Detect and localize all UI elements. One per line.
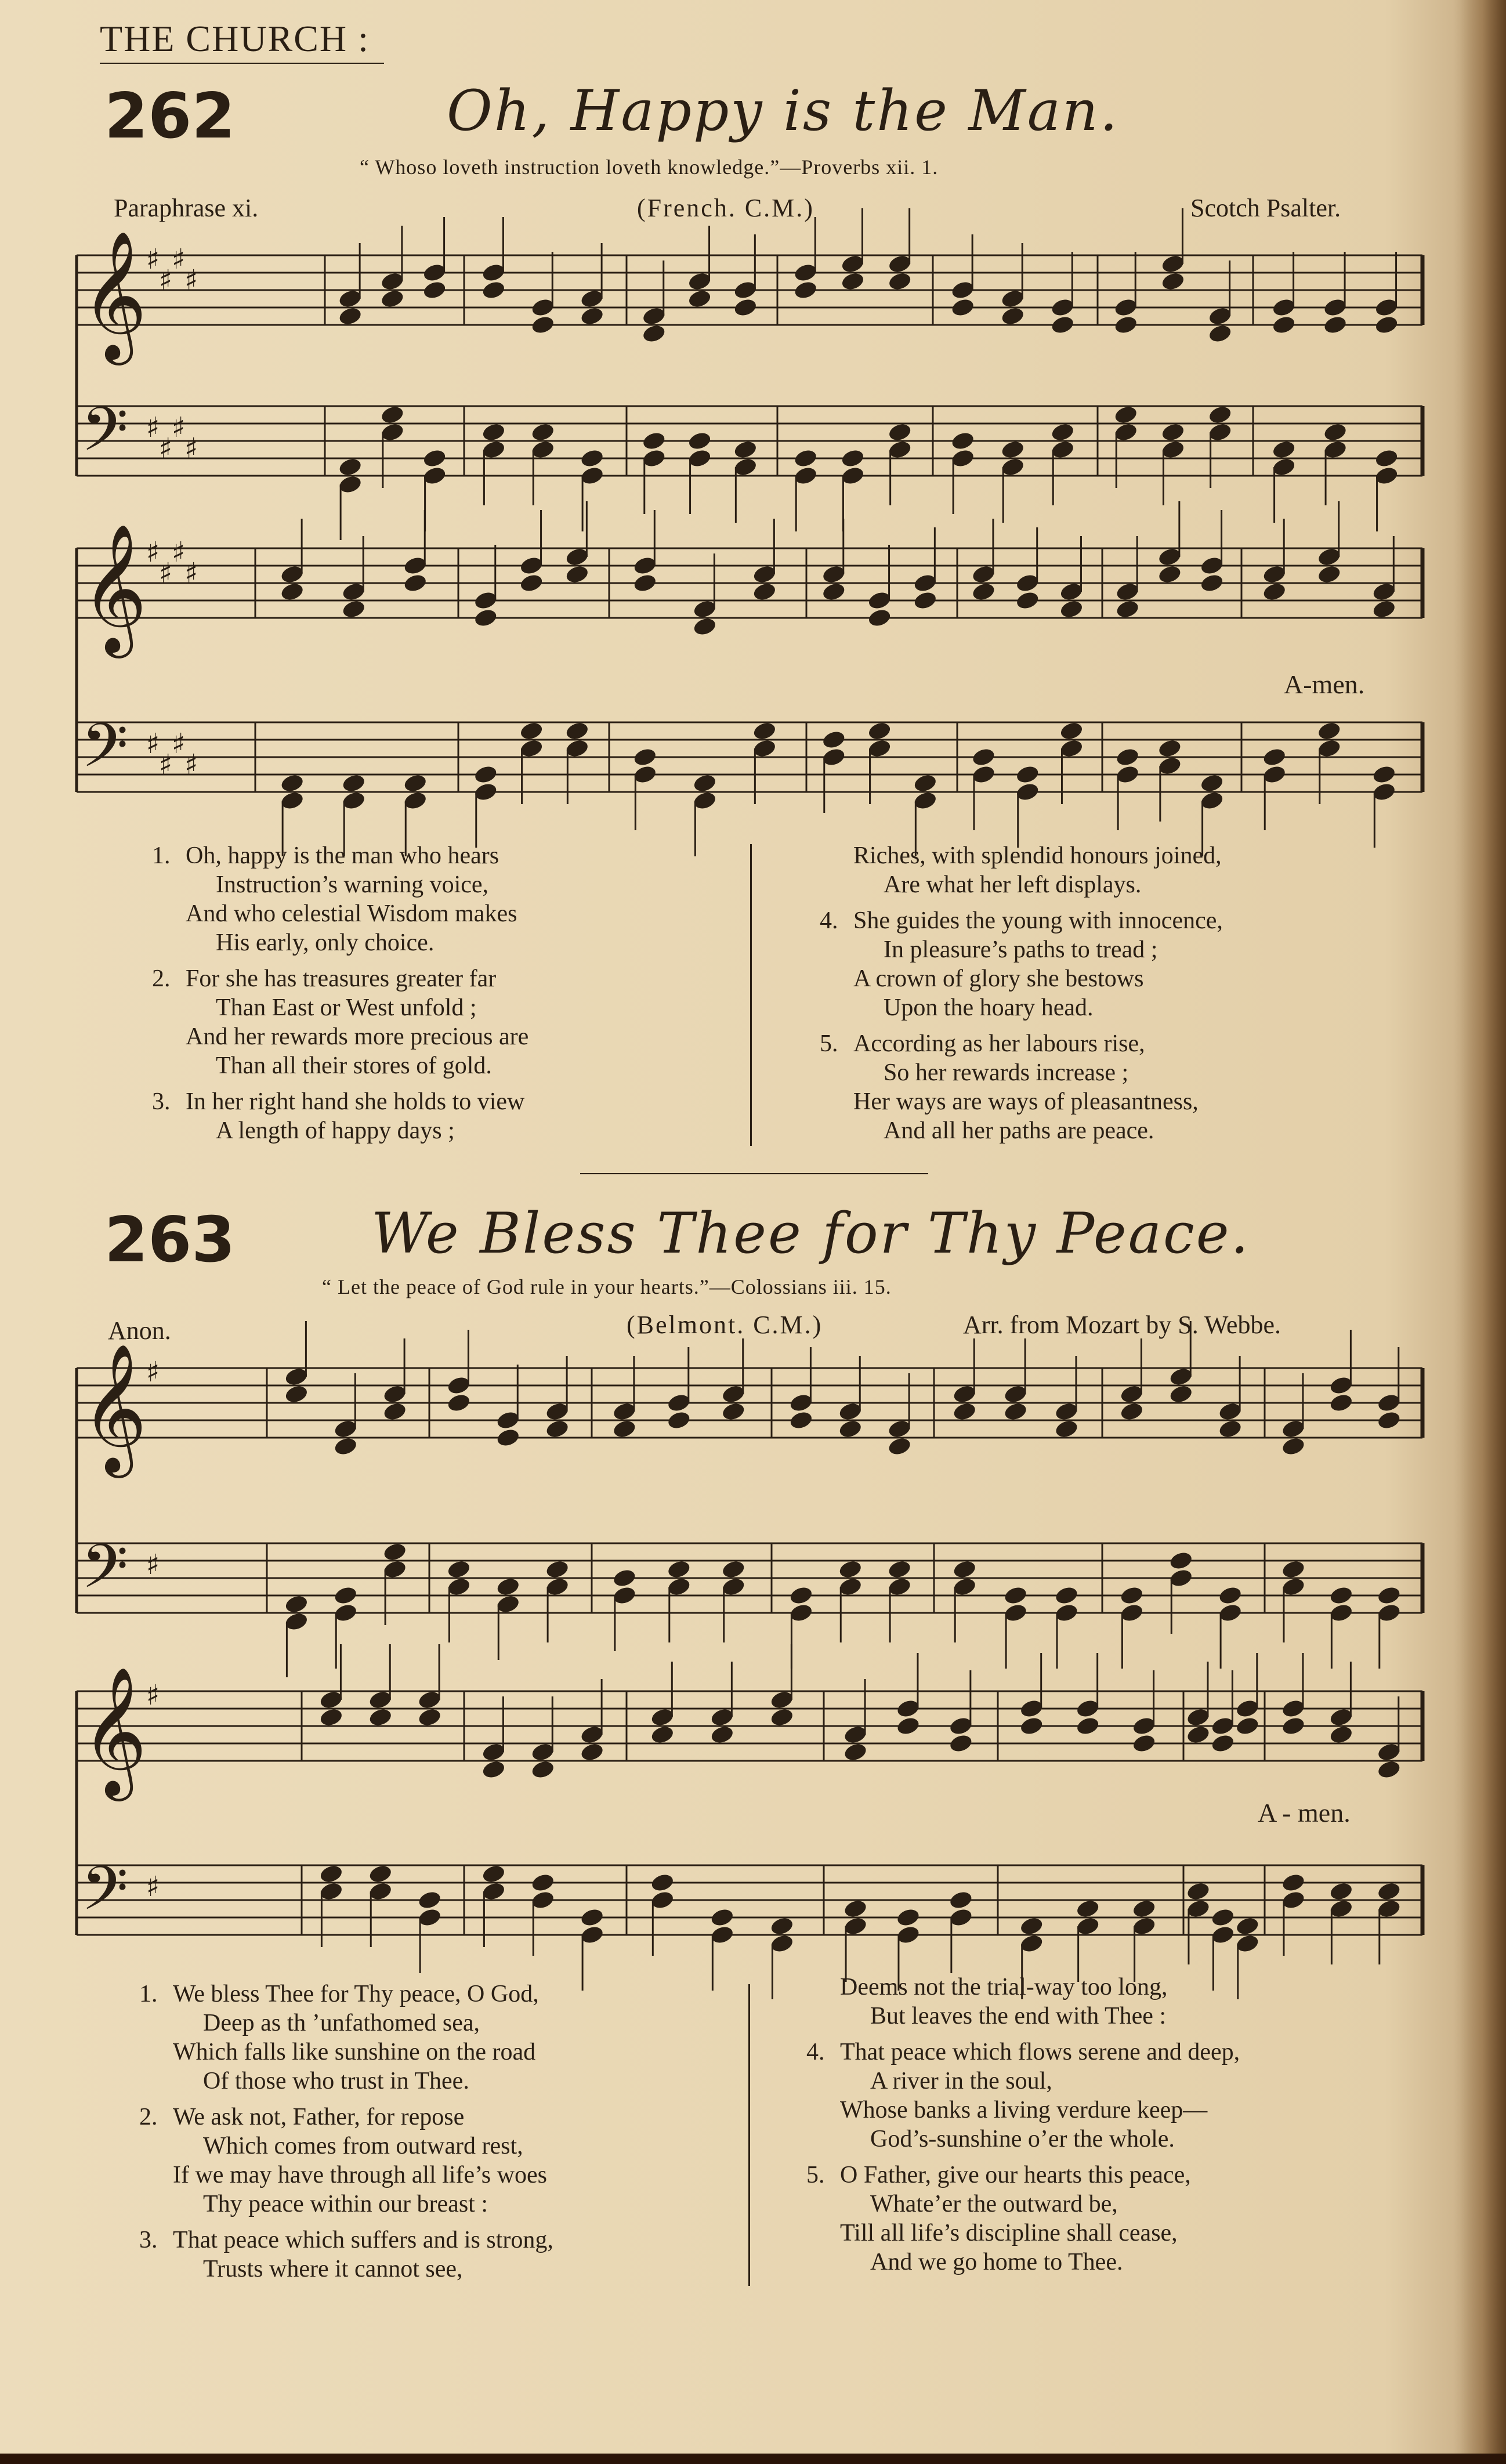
note-head <box>422 448 447 469</box>
verse-line: For she has treasures greater far <box>186 965 497 992</box>
note-head <box>580 1742 605 1763</box>
note-head <box>368 1864 393 1884</box>
note-head <box>1003 1401 1029 1422</box>
hymn-number: 263 <box>104 1204 236 1276</box>
note-head <box>1113 404 1139 425</box>
note-head <box>341 599 367 620</box>
note-head <box>519 573 544 594</box>
note-head <box>1000 306 1026 327</box>
note-head <box>1050 314 1076 335</box>
note-head <box>971 747 997 768</box>
note-head <box>843 1898 868 1919</box>
note-head <box>949 1890 974 1911</box>
verse-line: So her rewards increase ; <box>884 1059 1129 1086</box>
note-head <box>1075 1716 1100 1736</box>
note-head <box>867 721 892 741</box>
note-head <box>632 573 658 594</box>
note-head <box>333 1585 359 1606</box>
verse-line: Riches, with splendid honours joined, <box>853 842 1222 869</box>
sharp-icon: ♯ <box>184 432 198 465</box>
note-head <box>473 607 498 628</box>
note-head <box>530 1759 556 1780</box>
note-head <box>1235 1716 1261 1736</box>
note-head <box>1377 1410 1402 1431</box>
verse-line: A length of happy days ; <box>216 1117 455 1144</box>
note-head <box>692 616 718 637</box>
note-head <box>1019 1916 1044 1937</box>
note-head <box>752 721 777 741</box>
sharp-icon: ♯ <box>146 536 160 569</box>
bass-clef-icon: 𝄢 <box>81 1853 129 1938</box>
note-head <box>1168 1550 1194 1571</box>
verse-line: In her right hand she holds to view <box>186 1088 525 1115</box>
note-head <box>580 1907 605 1928</box>
verse-line: Of those who trust in Thee. <box>203 2068 469 2094</box>
note-head <box>1186 1881 1211 1902</box>
note-head <box>1374 448 1399 469</box>
verse-line: Deems not the trial-way too long, <box>840 1974 1168 2000</box>
verse-line: And who celestial Wisdom makes <box>186 900 517 927</box>
hymn-author: Anon. <box>108 1316 171 1345</box>
note-head <box>1207 323 1233 344</box>
note-head <box>1262 581 1287 602</box>
note-head <box>1328 1585 1354 1606</box>
note-head <box>382 1542 408 1562</box>
note-head <box>952 1559 978 1580</box>
note-head <box>417 1707 443 1728</box>
note-head <box>971 581 997 602</box>
hymn-title: Oh, Happy is the Man. <box>447 78 1120 143</box>
note-head <box>1323 314 1348 335</box>
note-head <box>280 581 305 602</box>
sharp-icon: ♯ <box>159 264 173 296</box>
verse-line: And we go home to Thee. <box>870 2249 1123 2275</box>
note-head <box>380 288 406 309</box>
hymn-composer: Scotch Psalter. <box>1190 194 1341 222</box>
note-head <box>1000 439 1026 460</box>
note-head <box>793 280 819 301</box>
note-head <box>422 280 447 301</box>
verse-line: Whate’er the outward be, <box>870 2191 1118 2217</box>
note-head <box>612 1568 638 1589</box>
treble-clef-icon: 𝄞 <box>81 523 147 653</box>
sharp-icon: ♯ <box>172 728 186 760</box>
verse-line: Than East or West unfold ; <box>216 994 477 1021</box>
note-head <box>495 1576 521 1597</box>
note-head <box>1157 738 1183 759</box>
verse-line: O Father, give our hearts this peace, <box>840 2162 1191 2188</box>
hymn-title: We Bless Thee for Thy Peace. <box>371 1201 1251 1266</box>
verse-line: Upon the hoary head. <box>884 994 1094 1021</box>
sharp-icon: ♯ <box>146 243 160 276</box>
note-head <box>887 422 913 443</box>
note-head <box>1281 1872 1306 1893</box>
note-head <box>721 1559 746 1580</box>
note-head <box>545 1559 570 1580</box>
note-head <box>1281 1436 1306 1457</box>
note-head <box>530 1872 556 1893</box>
note-head <box>1371 764 1397 785</box>
note-head <box>667 1410 692 1431</box>
verse-line: God’s-sunshine o’er the whole. <box>870 2126 1175 2152</box>
note-head <box>519 721 544 741</box>
note-head <box>1015 590 1040 611</box>
note-head <box>1235 1916 1261 1937</box>
note-head <box>1281 1559 1306 1580</box>
note-head <box>1374 314 1399 335</box>
hymn-author: Paraphrase xi. <box>114 194 259 222</box>
note-head <box>368 1707 393 1728</box>
note-head <box>446 1559 472 1580</box>
verse-line: Trusts where it cannot see, <box>203 2256 463 2282</box>
note-head <box>733 439 758 460</box>
treble-clef-icon: 𝄞 <box>81 1666 147 1796</box>
verse-line: That peace which suffers and is strong, <box>173 2227 553 2253</box>
note-head <box>1157 564 1183 585</box>
sharp-icon: ♯ <box>184 748 198 781</box>
note-head <box>641 430 667 451</box>
note-head <box>733 297 758 318</box>
verse-line: That peace which flows serene and deep, <box>840 2039 1240 2065</box>
note-head <box>721 1401 746 1422</box>
note-head <box>403 573 428 594</box>
note-head <box>481 1864 506 1884</box>
note-head <box>1323 422 1348 443</box>
note-head <box>473 764 498 785</box>
note-head <box>1207 404 1233 425</box>
note-head <box>1059 721 1084 741</box>
note-head <box>887 1559 913 1580</box>
note-head <box>913 590 938 611</box>
note-head <box>1316 564 1342 585</box>
hymn-number: 262 <box>104 80 236 153</box>
note-head <box>1003 1585 1029 1606</box>
verse-line: A crown of glory she bestows <box>853 965 1144 992</box>
hymn-epigraph: “ Let the peace of God rule in your hearts.”—Colossians iii. 15. <box>322 1275 892 1298</box>
note-head <box>667 1559 692 1580</box>
sharp-icon: ♯ <box>146 1679 160 1712</box>
note-head <box>1218 1585 1243 1606</box>
verse-line: Thy peace within our breast : <box>203 2191 488 2217</box>
note-head <box>1371 599 1397 620</box>
sharp-icon: ♯ <box>159 557 173 589</box>
note-head <box>913 773 938 794</box>
note-head <box>1160 271 1186 292</box>
note-head <box>769 1916 795 1937</box>
note-head <box>1271 314 1297 335</box>
hymn-composer: Arr. from Mozart by S. Webbe. <box>963 1311 1281 1339</box>
note-head <box>650 1872 675 1893</box>
note-head <box>949 1733 974 1754</box>
verse-number: 2. <box>152 965 171 992</box>
sharp-icon: ♯ <box>184 264 198 296</box>
note-head <box>1377 1881 1402 1902</box>
note-head <box>1119 1585 1145 1606</box>
note-head <box>887 1436 913 1457</box>
hymn-tune: (Belmont. C.M.) <box>627 1311 823 1339</box>
hymn-tune: (French. C.M.) <box>637 194 814 222</box>
note-head <box>1015 764 1040 785</box>
note-head <box>1019 1716 1044 1736</box>
verse-line: But leaves the end with Thee : <box>870 2003 1167 2029</box>
note-head <box>650 1724 675 1745</box>
note-head <box>838 1559 863 1580</box>
note-head <box>382 1401 408 1422</box>
note-head <box>1218 1419 1243 1439</box>
note-head <box>687 430 712 451</box>
note-head <box>840 271 866 292</box>
note-head <box>793 448 819 469</box>
note-head <box>1199 773 1225 794</box>
note-head <box>1059 599 1084 620</box>
note-head <box>403 773 428 794</box>
note-head <box>788 1410 814 1431</box>
note-head <box>1115 599 1141 620</box>
note-head <box>481 280 506 301</box>
note-head <box>446 1392 472 1413</box>
note-head <box>1113 314 1139 335</box>
note-head <box>1054 1419 1080 1439</box>
note-head <box>1377 1759 1402 1780</box>
verse-line: Her ways are ways of pleasantness, <box>853 1088 1199 1115</box>
note-head <box>1168 1384 1194 1405</box>
note-head <box>752 581 777 602</box>
verse-line: Are what her left displays. <box>884 871 1142 898</box>
note-head <box>952 1401 978 1422</box>
verse-line: According as her labours rise, <box>853 1030 1145 1057</box>
note-head <box>840 448 866 469</box>
verse-line: Till all life’s discipline shall cease, <box>840 2220 1178 2246</box>
note-head <box>887 271 913 292</box>
note-head <box>481 422 506 443</box>
note-head <box>1210 1733 1236 1754</box>
hymn-epigraph: “ Whoso loveth instruction loveth knowledge.”—Proverbs xii. 1. <box>360 155 939 179</box>
verse-number: 1. <box>139 1981 158 2007</box>
note-head <box>1377 1585 1402 1606</box>
note-head <box>843 1742 868 1763</box>
note-head <box>318 1707 344 1728</box>
note-head <box>788 1585 814 1606</box>
sharp-icon: ♯ <box>146 1870 160 1903</box>
note-head <box>564 721 590 741</box>
note-head <box>1210 1907 1236 1928</box>
verse-line: Than all their stores of gold. <box>216 1052 492 1079</box>
note-head <box>1050 422 1076 443</box>
verse-line: Which comes from outward rest, <box>203 2133 523 2159</box>
verse-number: 1. <box>152 842 171 869</box>
sharp-icon: ♯ <box>184 557 198 589</box>
note-head <box>318 1864 344 1884</box>
sharp-icon: ♯ <box>172 536 186 569</box>
note-head <box>284 1594 309 1615</box>
note-head <box>1316 721 1342 741</box>
verse-line: In pleasure’s paths to tread ; <box>884 936 1158 963</box>
verse-line: And her rewards more precious are <box>186 1023 529 1050</box>
sharp-icon: ♯ <box>159 748 173 781</box>
verse-number: 3. <box>152 1088 171 1115</box>
sharp-icon: ♯ <box>146 728 160 760</box>
verse-line: Instruction’s warning voice, <box>216 871 489 898</box>
note-head <box>896 1716 921 1736</box>
note-head <box>338 457 363 477</box>
verse-line: And all her paths are peace. <box>884 1117 1154 1144</box>
note-head <box>1131 1733 1157 1754</box>
note-head <box>564 564 590 585</box>
verse-line: We ask not, Father, for repose <box>173 2104 465 2130</box>
amen-label: A-men. <box>1284 670 1365 699</box>
verse-line: Oh, happy is the man who hears <box>186 842 499 869</box>
note-head <box>867 607 892 628</box>
section-header: THE CHURCH : <box>100 18 370 59</box>
note-head <box>580 448 605 469</box>
note-head <box>632 747 658 768</box>
note-head <box>1262 747 1287 768</box>
verse-number: 5. <box>806 2162 825 2188</box>
note-head <box>1075 1898 1100 1919</box>
note-head <box>417 1890 443 1911</box>
note-head <box>1054 1585 1080 1606</box>
verse-line: A river in the soul, <box>870 2068 1052 2094</box>
sharp-icon: ♯ <box>159 432 173 465</box>
note-head <box>896 1907 921 1928</box>
note-head <box>687 288 712 309</box>
note-head <box>333 1436 359 1457</box>
bass-clef-icon: 𝄢 <box>81 710 129 795</box>
note-head <box>1328 1724 1354 1745</box>
note-head <box>821 581 846 602</box>
verse-number: 3. <box>139 2227 158 2253</box>
note-head <box>709 1907 735 1928</box>
sharp-icon: ♯ <box>146 1548 160 1581</box>
verse-line: We bless Thee for Thy peace, O God, <box>173 1981 539 2007</box>
note-head <box>1199 573 1225 594</box>
note-head <box>612 1419 638 1439</box>
note-head <box>580 306 605 327</box>
treble-clef-icon: 𝄞 <box>81 230 147 360</box>
note-head <box>280 773 305 794</box>
verse-line: If we may have through all life’s woes <box>173 2162 547 2188</box>
sharp-icon: ♯ <box>172 243 186 276</box>
note-head <box>950 430 976 451</box>
sharp-icon: ♯ <box>146 1356 160 1388</box>
note-head <box>380 404 406 425</box>
note-head <box>1271 439 1297 460</box>
note-head <box>341 773 367 794</box>
note-head <box>1131 1898 1157 1919</box>
treble-clef-icon: 𝄞 <box>81 1343 147 1472</box>
note-head <box>950 297 976 318</box>
note-head <box>709 1724 735 1745</box>
note-head <box>641 323 667 344</box>
verse-number: 4. <box>806 2039 825 2065</box>
note-head <box>769 1707 795 1728</box>
verse-line: Which falls like sunshine on the road <box>173 2039 536 2065</box>
note-head <box>481 1759 506 1780</box>
note-head <box>838 1419 863 1439</box>
note-head <box>530 422 556 443</box>
verse-line: She guides the young with innocence, <box>853 907 1223 934</box>
note-head <box>1328 1392 1354 1413</box>
verse-number: 2. <box>139 2104 158 2130</box>
verse-line: His early, only choice. <box>216 929 435 956</box>
note-head <box>1119 1401 1145 1422</box>
note-head <box>692 773 718 794</box>
note-head <box>1115 747 1141 768</box>
note-head <box>1281 1716 1306 1736</box>
note-head <box>530 314 556 335</box>
verse-number: 5. <box>820 1030 838 1057</box>
amen-label: A - men. <box>1258 1798 1351 1828</box>
sharp-icon: ♯ <box>172 411 186 444</box>
verse-line: Deep as th ’unfathomed sea, <box>203 2010 480 2036</box>
note-head <box>495 1427 521 1448</box>
bass-clef-icon: 𝄢 <box>81 394 129 479</box>
bass-clef-icon: 𝄢 <box>81 1531 129 1616</box>
note-head <box>1328 1881 1354 1902</box>
note-head <box>821 729 846 750</box>
sharp-icon: ♯ <box>146 411 160 444</box>
verse-line: Whose banks a living verdure keep— <box>840 2097 1208 2123</box>
note-head <box>1160 422 1186 443</box>
verse-number: 4. <box>820 907 838 934</box>
note-head <box>545 1419 570 1439</box>
note-head <box>338 306 363 327</box>
note-head <box>1186 1724 1211 1745</box>
note-head <box>284 1384 309 1405</box>
